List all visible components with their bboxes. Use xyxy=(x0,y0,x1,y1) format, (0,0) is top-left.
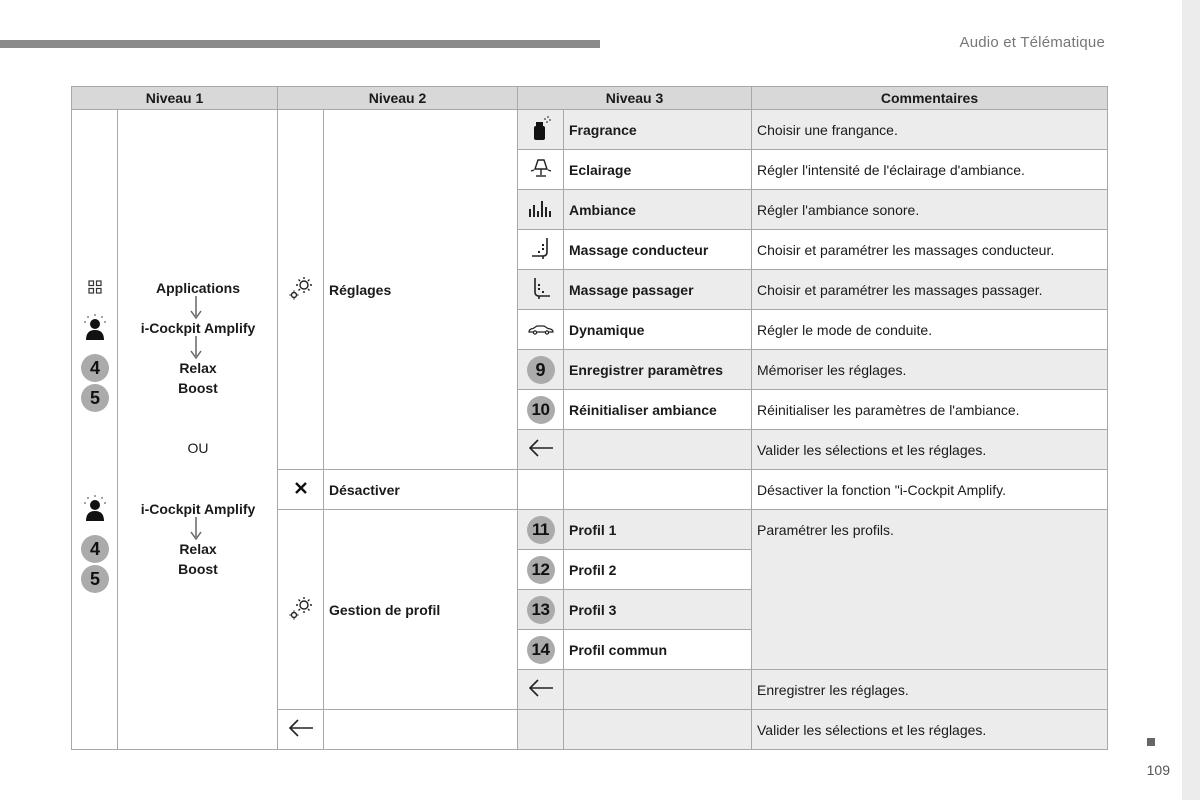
empty-cell xyxy=(564,470,752,510)
badge-10: 10 xyxy=(527,396,555,424)
header-row xyxy=(72,87,1108,110)
massage-conducteur-comment: Choisir et paramétrer les massages conducteur. xyxy=(752,230,1108,270)
back-icon-cell xyxy=(278,710,324,750)
dynamique-comment: Régler le mode de conduite. xyxy=(752,310,1108,350)
final-comment: Valider les sélections et les réglages. xyxy=(752,710,1108,750)
badge-12: 12 xyxy=(527,556,555,584)
header-commentaires: Commentaires xyxy=(752,87,1108,110)
equalizer-icon xyxy=(528,197,554,219)
profil-1-label: Profil 1 xyxy=(564,510,752,550)
arrow-down-icon xyxy=(189,336,203,360)
lamp-icon xyxy=(529,157,553,179)
massage-conducteur-label: Massage conducteur xyxy=(564,230,752,270)
badge-4: 4 xyxy=(72,354,118,382)
eclairage-label: Eclairage xyxy=(564,150,752,190)
applications-grid-icon xyxy=(72,280,118,297)
back-arrow-icon xyxy=(288,719,314,737)
header-niveau-1: Niveau 1 xyxy=(72,87,278,110)
eclairage-icon-cell xyxy=(518,150,564,190)
empty-cell xyxy=(518,710,564,750)
badge-14: 14 xyxy=(527,636,555,664)
gears-icon xyxy=(288,275,314,301)
reinitialiser-ambiance-label: Réinitialiser ambiance xyxy=(564,390,752,430)
back-arrow-icon xyxy=(528,679,554,697)
menu-table xyxy=(71,86,1108,750)
fragrance-comment: Choisir une frangance. xyxy=(752,110,1108,150)
reglages-label: Réglages xyxy=(324,110,518,470)
back-icon-cell xyxy=(518,430,564,470)
profil-commun-label: Profil commun xyxy=(564,630,752,670)
table-row xyxy=(72,110,1108,150)
badge-13-cell xyxy=(518,590,564,630)
relax-label: Relax xyxy=(179,360,217,376)
fragrance-label: Fragrance xyxy=(564,110,752,150)
page-edge-bar xyxy=(1182,0,1200,800)
ambiance-icon-cell xyxy=(518,190,564,230)
page-number: 109 xyxy=(1146,762,1170,778)
desactiver-comment: Désactiver la fonction "i-Cockpit Amplify. xyxy=(752,470,1108,510)
badge-9: 9 xyxy=(527,356,555,384)
arrow-down-icon xyxy=(189,296,203,320)
badge-13: 13 xyxy=(527,596,555,624)
empty-cell xyxy=(324,710,518,750)
page-marker xyxy=(1147,738,1155,746)
enregistrer-parametres-label: Enregistrer paramètres xyxy=(564,350,752,390)
badge-4: 4 xyxy=(72,535,118,563)
driver-seat-icon xyxy=(529,236,553,260)
header-niveau-2: Niveau 2 xyxy=(278,87,518,110)
fragrance-icon xyxy=(530,115,552,141)
passenger-seat-icon xyxy=(529,276,553,300)
empty-cell xyxy=(564,670,752,710)
profil-icon-cell xyxy=(278,510,324,710)
or-label: OU xyxy=(187,440,209,456)
back-label xyxy=(564,430,752,470)
badge-10-cell xyxy=(518,390,564,430)
enregistrer-parametres-comment: Mémoriser les réglages. xyxy=(752,350,1108,390)
massage-passager-icon-cell xyxy=(518,270,564,310)
ambiance-label: Ambiance xyxy=(564,190,752,230)
level1-icons-cell xyxy=(72,110,118,750)
profil-save-comment: Enregistrer les réglages. xyxy=(752,670,1108,710)
ambiance-comment: Régler l'ambiance sonore. xyxy=(752,190,1108,230)
arrow-down-icon xyxy=(189,517,203,541)
close-icon xyxy=(294,481,308,495)
badge-11-cell xyxy=(518,510,564,550)
back-comment: Valider les sélections et les réglages. xyxy=(752,430,1108,470)
back-icon-cell xyxy=(518,670,564,710)
applications-label: Applications xyxy=(155,280,240,296)
desactiver-label: Désactiver xyxy=(324,470,518,510)
badge-5: 5 xyxy=(72,384,118,412)
person-icon xyxy=(72,314,118,345)
header-bar xyxy=(0,40,600,48)
reinitialiser-ambiance-comment: Réinitialiser les paramètres de l'ambiance. xyxy=(752,390,1108,430)
dynamique-icon-cell xyxy=(518,310,564,350)
header-niveau-3: Niveau 3 xyxy=(518,87,752,110)
massage-conducteur-icon-cell xyxy=(518,230,564,270)
desactiver-icon-cell xyxy=(278,470,324,510)
profil-2-label: Profil 2 xyxy=(564,550,752,590)
massage-passager-comment: Choisir et paramétrer les massages passager. xyxy=(752,270,1108,310)
person-icon xyxy=(72,495,118,526)
back-arrow-icon xyxy=(528,439,554,457)
level1-path-cell xyxy=(118,110,278,750)
dynamique-label: Dynamique xyxy=(564,310,752,350)
profil-3-label: Profil 3 xyxy=(564,590,752,630)
profil-comment: Paramétrer les profils. xyxy=(752,510,1108,670)
relax-label: Relax xyxy=(179,541,217,557)
gears-icon xyxy=(288,595,314,621)
badge-5: 5 xyxy=(72,565,118,593)
empty-cell xyxy=(518,470,564,510)
empty-cell xyxy=(564,710,752,750)
boost-label: Boost xyxy=(178,561,218,577)
icockpit-label: i-Cockpit Amplify xyxy=(140,320,256,336)
badge-12-cell xyxy=(518,550,564,590)
eclairage-comment: Régler l'intensité de l'éclairage d'ambiance. xyxy=(752,150,1108,190)
gestion-profil-label: Gestion de profil xyxy=(324,510,518,710)
fragrance-icon-cell xyxy=(518,110,564,150)
massage-passager-label: Massage passager xyxy=(564,270,752,310)
section-title: Audio et Télématique xyxy=(959,34,1105,51)
badge-14-cell xyxy=(518,630,564,670)
boost-label: Boost xyxy=(178,380,218,396)
badge-11: 11 xyxy=(527,516,555,544)
car-icon xyxy=(528,323,554,335)
badge-9-cell xyxy=(518,350,564,390)
reglages-icon-cell xyxy=(278,110,324,470)
icockpit-label: i-Cockpit Amplify xyxy=(140,501,256,517)
